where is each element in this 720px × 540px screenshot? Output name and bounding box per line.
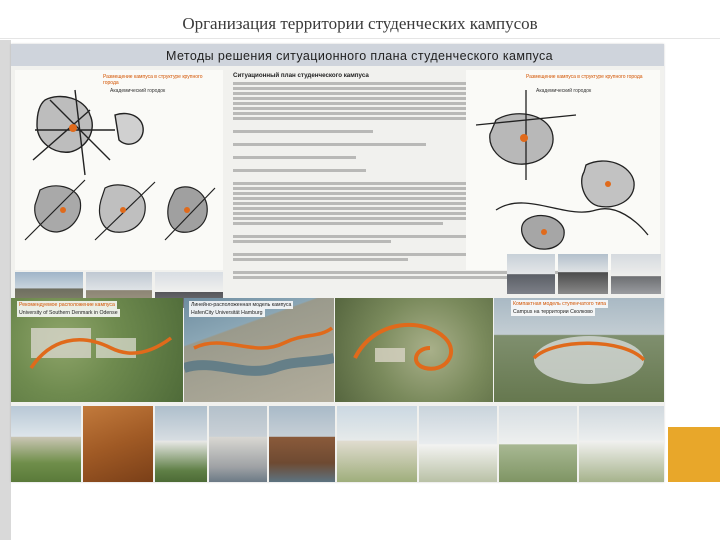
center-column-heading: Ситуационный план студенческого кампуса [233,72,369,79]
bottom-photo-1 [11,406,81,482]
bottom-photo-6 [337,406,417,482]
right-photo-3 [611,254,661,294]
left-panel-heading: Размещение кампуса в структуре крупного города [103,74,203,86]
campus-route-overlay [335,298,493,402]
title-divider [0,38,720,39]
bottom-photo-4 [209,406,267,482]
right-panel-heading: Размещение кампуса в структуре крупного города [526,74,643,80]
caption-odense: Рекомендуемое расположение кампуса [19,302,115,308]
caption-odense-sub: University of Southern Denmark in Odense [19,310,118,316]
left-panel-subheading: Академический городок [110,88,166,94]
right-photo-2 [558,254,608,294]
bottom-photo-9 [579,406,664,482]
bottom-photo-2 [83,406,153,482]
caption-skolkovo: Компактная модель ступенчатого типа [513,301,607,307]
aerial-photo-campus-green [335,298,493,402]
left-decor-bar [0,40,11,540]
bottom-photo-7 [419,406,497,482]
poster-header [11,44,664,66]
caption-hamburg: Линейно-расположенная модель кампуса [191,302,292,308]
slide-title: Организация территории студенческих кампусов [182,14,538,33]
poster [11,44,664,482]
right-photo-1 [507,254,555,294]
caption-hamburg-sub: HafenCity Universität Hamburg [191,310,263,316]
bottom-photo-8 [499,406,577,482]
campus-schematic-map [466,70,660,270]
bottom-photo-5 [269,406,335,482]
right-schematics-panel [466,70,660,270]
right-panel-subheading: Академический городок [536,88,592,94]
poster-title: Методы решения ситуационного плана студенческого кампуса [166,49,554,63]
caption-skolkovo-sub: Campus на территории Сколково [513,309,593,315]
accent-block [668,427,720,482]
bottom-photo-3 [155,406,207,482]
left-schematics-panel [15,70,223,270]
city-schematic-map [15,70,223,270]
